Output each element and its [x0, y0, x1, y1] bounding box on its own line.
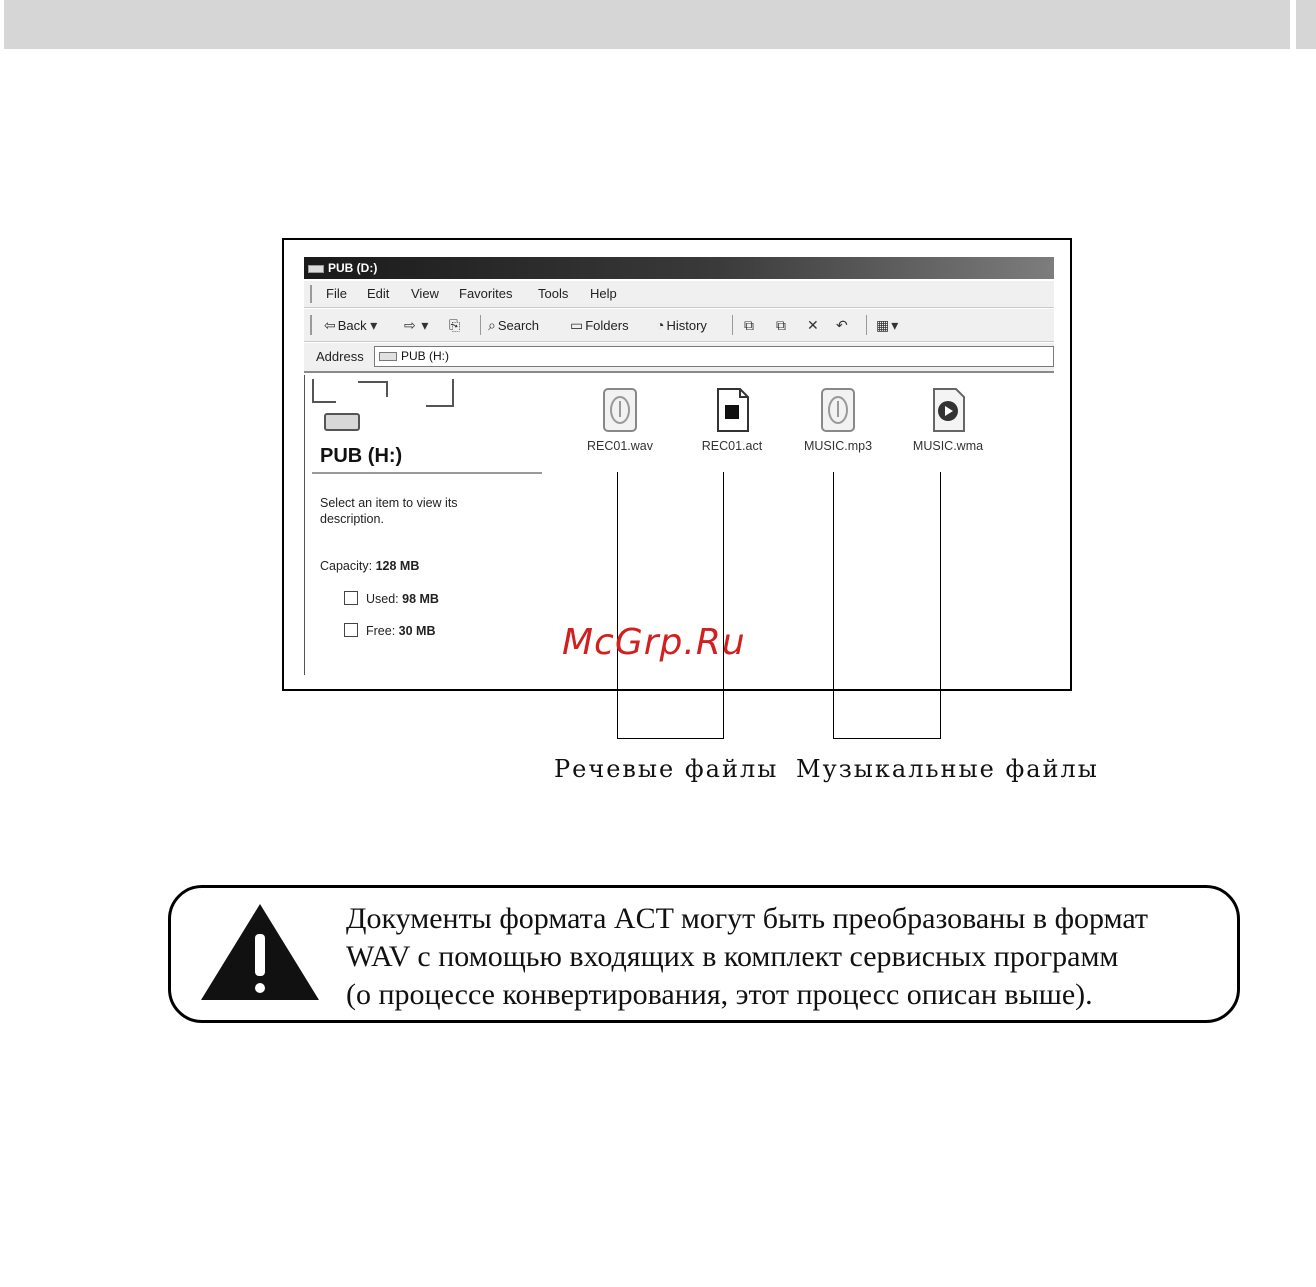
- capacity-row: [320, 559, 419, 573]
- toolbar-separator: [732, 315, 733, 335]
- forward-arrow-icon: ⇨: [404, 317, 416, 333]
- file-name: REC01.wav: [587, 439, 653, 453]
- free-row: [344, 623, 436, 638]
- warning-text: [346, 900, 1226, 1014]
- used-legend-swatch: [344, 591, 358, 605]
- up-folder-icon: ⎘: [449, 317, 461, 333]
- task-pane: [306, 375, 542, 675]
- folders-icon: ▭: [570, 317, 584, 333]
- menu-tools[interactable]: Tools: [538, 286, 569, 301]
- callout-line: [617, 472, 618, 738]
- move-to-button[interactable]: [744, 309, 756, 342]
- copy-to-button[interactable]: [776, 309, 788, 342]
- address-bar: [304, 343, 1054, 373]
- window-title: PUB (D:): [328, 261, 378, 275]
- chevron-down-icon: ▾: [370, 317, 378, 333]
- undo-button[interactable]: [836, 309, 850, 342]
- file-name: REC01.act: [701, 439, 763, 453]
- speech-files-label: Речевые файлы: [554, 755, 779, 783]
- menu-favorites[interactable]: Favorites: [459, 286, 513, 301]
- warning-text-line: WAV с помощью входящих в комплект сервисных программ: [346, 940, 1119, 973]
- explorer-window: [304, 257, 1054, 677]
- address-value: PUB (H:): [401, 349, 449, 363]
- free-value: 30 MB: [398, 624, 436, 638]
- drive-icon: [308, 265, 324, 273]
- history-label: History: [666, 318, 707, 333]
- menu-grip: [310, 285, 312, 303]
- chevron-down-icon: ▾: [891, 317, 899, 333]
- delete-icon: ✕: [807, 317, 819, 333]
- mp3-file-icon: [818, 387, 858, 433]
- task-pane-title: PUB (H:): [320, 445, 403, 467]
- callout-line: [940, 472, 941, 738]
- used-value: 98 MB: [402, 592, 439, 606]
- back-label: Back: [337, 318, 367, 333]
- toolbar-separator: [866, 315, 867, 335]
- wav-file-icon: [600, 387, 640, 433]
- callout-line: [833, 472, 834, 738]
- address-label: Address: [316, 349, 364, 364]
- warning-text-line: Документы формата ACT могут быть преобразованы в формат: [346, 902, 1149, 935]
- warning-icon: [197, 900, 323, 1004]
- history-button[interactable]: [656, 309, 707, 342]
- drive-large-icon: [324, 413, 360, 431]
- back-button[interactable]: [324, 309, 379, 342]
- folders-label: Folders: [585, 318, 629, 333]
- watermark: McGrp.Ru: [562, 622, 746, 663]
- up-folder-button[interactable]: [449, 309, 462, 342]
- file-item[interactable]: [682, 387, 782, 453]
- folders-button[interactable]: [570, 309, 629, 342]
- file-name: MUSIC.wma: [912, 439, 984, 453]
- page-header-bar: [4, 0, 1290, 49]
- content-left-border: [304, 375, 305, 675]
- drive-icon: [379, 352, 397, 361]
- task-pane-description: Select an item to view its description.: [320, 496, 458, 526]
- search-button[interactable]: [488, 309, 539, 342]
- file-item[interactable]: [570, 387, 670, 453]
- search-icon: ⌕: [488, 317, 496, 333]
- menu-view[interactable]: View: [411, 286, 439, 301]
- forward-button[interactable]: [404, 309, 430, 342]
- page-header-bar-end: [1296, 0, 1316, 49]
- move-to-icon: ⧉: [744, 317, 754, 333]
- copy-to-icon: ⧉: [776, 317, 786, 333]
- music-files-label: Музыкальные файлы: [796, 755, 1099, 783]
- warning-text-line: (о процессе конвертирования, этот процесс описан выше).: [346, 978, 1093, 1011]
- used-label: Used:: [366, 592, 399, 606]
- decorative-frame: [358, 381, 388, 397]
- chevron-down-icon: ▾: [421, 317, 429, 333]
- undo-icon: ↶: [836, 317, 848, 333]
- file-item[interactable]: [788, 387, 888, 453]
- free-label: Free:: [366, 624, 396, 638]
- window-titlebar: [304, 257, 1054, 279]
- views-icon: ▦: [876, 317, 890, 333]
- file-item[interactable]: [898, 387, 998, 453]
- act-file-icon: [712, 387, 752, 433]
- search-label: Search: [497, 318, 540, 333]
- wma-file-icon: [928, 387, 968, 433]
- callout-line: [617, 738, 724, 739]
- back-arrow-icon: ⇦: [324, 317, 336, 333]
- file-name: MUSIC.mp3: [803, 439, 873, 453]
- capacity-label: Capacity:: [320, 559, 373, 573]
- decorative-frame: [312, 379, 336, 403]
- free-legend-swatch: [344, 623, 358, 637]
- used-row: [344, 591, 439, 606]
- decorative-frame: [426, 379, 454, 407]
- callout-line: [723, 472, 724, 738]
- menu-edit[interactable]: Edit: [367, 286, 390, 301]
- delete-button[interactable]: [807, 309, 821, 342]
- toolbar: [304, 309, 1054, 342]
- task-pane-divider: [312, 472, 542, 474]
- warning-note: [168, 885, 1240, 1023]
- callout-line: [833, 738, 941, 739]
- capacity-value: 128 MB: [375, 559, 420, 573]
- menu-help[interactable]: Help: [590, 286, 617, 301]
- history-icon: ◔: [656, 317, 665, 333]
- toolbar-grip: [310, 315, 312, 335]
- menu-bar: [304, 281, 1054, 308]
- toolbar-separator: [480, 315, 481, 335]
- menu-file[interactable]: File: [326, 286, 347, 301]
- views-button[interactable]: [876, 309, 900, 342]
- address-field[interactable]: [374, 346, 1054, 367]
